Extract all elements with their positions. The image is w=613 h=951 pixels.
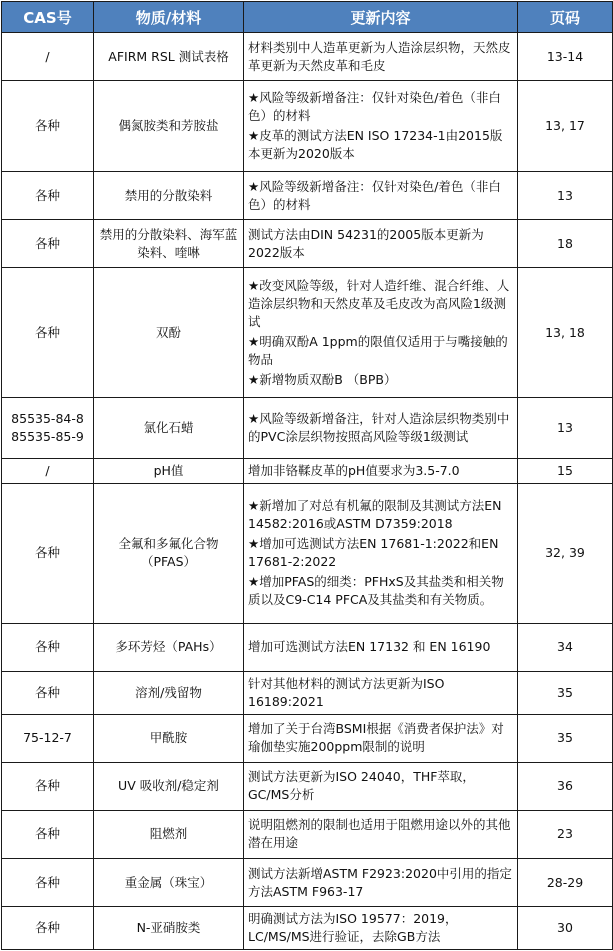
update-item: ★新增物质双酚B （BPB）: [248, 371, 397, 387]
cas-number: 各种: [34, 118, 60, 134]
cas-cell: [2, 483, 94, 623]
cas-cell: [2, 858, 94, 906]
header-updates: 更新内容: [244, 2, 518, 33]
table-row: [2, 483, 613, 623]
table-row: [2, 458, 613, 483]
pages-cell: 13, 17: [518, 81, 613, 172]
substance-cell: 甲酰胺: [94, 714, 244, 762]
table-body: [2, 33, 613, 950]
updates-cell: [244, 623, 518, 671]
substance-cell: 重金属（珠宝）: [94, 858, 244, 906]
cas-cell: [2, 81, 94, 172]
update-item: 说明阻燃剂的限制也适用于阻燃用途以外的其他潜在用途: [248, 817, 511, 851]
updates-cell: [244, 671, 518, 714]
cas-cell: [2, 458, 94, 483]
substance-cell: 全氟和多氟化合物（PFAS）: [94, 483, 244, 623]
pages-cell: 13, 18: [518, 268, 613, 398]
cas-cell: [2, 907, 94, 950]
updates-cell: [244, 714, 518, 762]
update-table: [1, 1, 613, 950]
update-item: 增加了关于台湾BSMI根据《消费者保护法》对瑜伽垫实施200ppm限制的说明: [248, 721, 504, 755]
update-item: ★风险等级新增备注：仅针对染色/着色（非白色）的材料: [248, 178, 501, 212]
pages-cell: 28-29: [518, 858, 613, 906]
update-item: ★风险等级新增备注：仅针对染色/着色（非白色）的材料: [248, 90, 501, 124]
updates-cell: [244, 33, 518, 81]
update-item: 测试方法由DIN 54231的2005版本更新为2022版本: [248, 226, 484, 260]
cas-number: 各种: [34, 235, 60, 251]
update-item: ★风险等级新增备注，针对人造涂层织物类别中的PVC涂层织物按照高风险等级1级测试: [248, 410, 510, 444]
header-row: [2, 2, 613, 33]
cas-number: 各种: [34, 324, 60, 340]
cas-number: 75-12-7: [23, 730, 72, 746]
pages-cell: 30: [518, 907, 613, 950]
substance-cell: 多环芳烃（PAHs）: [94, 623, 244, 671]
substance-cell: 氯化石蜡: [94, 397, 244, 458]
substance-cell: 双酚: [94, 268, 244, 398]
header-substance: 物质/材料: [94, 2, 244, 33]
pages-cell: 13: [518, 397, 613, 458]
update-item: 测试方法新增ASTM F2923:2020中引用的指定方法ASTM F963-17: [248, 865, 512, 899]
cas-cell: [2, 762, 94, 810]
substance-cell: 禁用的分散染料: [94, 172, 244, 220]
pages-cell: 15: [518, 458, 613, 483]
pages-cell: 35: [518, 714, 613, 762]
update-item: ★明确双酚A 1ppm的限值仅适用于与嘴接触的物品: [248, 333, 508, 367]
updates-cell: [244, 762, 518, 810]
updates-cell: [244, 397, 518, 458]
pages-cell: 13: [518, 172, 613, 220]
cas-number: 各种: [34, 920, 60, 936]
cas-number: /: [45, 48, 50, 64]
update-item: 材料类别中人造革更新为人造涂层织物，天然皮革更新为天然皮革和毛皮: [248, 39, 511, 73]
table-row: [2, 810, 613, 858]
update-item: 增加可选测试方法EN 17132 和 EN 16190: [248, 639, 491, 655]
updates-cell: [244, 483, 518, 623]
table-row: [2, 220, 613, 268]
table-row: [2, 858, 613, 906]
cas-number: 各种: [34, 826, 60, 842]
cas-number: 85535-85-9: [11, 428, 84, 444]
substance-cell: 偶氮胺类和芳胺盐: [94, 81, 244, 172]
substance-cell: AFIRM RSL 测试表格: [94, 33, 244, 81]
table-row: [2, 172, 613, 220]
updates-cell: [244, 220, 518, 268]
table-row: [2, 33, 613, 81]
substance-cell: UV 吸收剂/稳定剂: [94, 762, 244, 810]
table-row: [2, 762, 613, 810]
cas-number: 各种: [34, 874, 60, 890]
cas-number: 各种: [34, 545, 60, 561]
substance-cell: N-亚硝胺类: [94, 907, 244, 950]
cas-cell: [2, 714, 94, 762]
updates-cell: [244, 858, 518, 906]
header-cas: CAS号: [2, 2, 94, 33]
cas-cell: [2, 220, 94, 268]
cas-number: /: [45, 462, 50, 478]
update-item: ★皮革的测试方法EN ISO 17234-1由2015版本更新为2020版本: [248, 128, 503, 162]
updates-cell: [244, 458, 518, 483]
update-item: 针对其他材料的测试方法更新为ISO 16189:2021: [248, 675, 445, 709]
cas-cell: [2, 810, 94, 858]
pages-cell: 32, 39: [518, 483, 613, 623]
cas-cell: [2, 172, 94, 220]
update-item: ★改变风险等级，针对人造纤维、混合纤维、人造涂层织物和天然皮革及毛皮改为高风险1级测试: [248, 277, 510, 329]
pages-cell: 13-14: [518, 33, 613, 81]
cas-cell: [2, 671, 94, 714]
substance-cell: 禁用的分散染料、海军蓝染料、喹啉: [94, 220, 244, 268]
substance-cell: 溶剂/残留物: [94, 671, 244, 714]
substance-cell: pH值: [94, 458, 244, 483]
substance-cell: 阻燃剂: [94, 810, 244, 858]
header-pages: 页码: [518, 2, 613, 33]
updates-cell: [244, 810, 518, 858]
updates-cell: [244, 268, 518, 398]
pages-cell: 18: [518, 220, 613, 268]
table-row: [2, 714, 613, 762]
table-row: [2, 671, 613, 714]
pages-cell: 35: [518, 671, 613, 714]
cas-number: 各种: [34, 187, 60, 203]
cas-number: 85535-84-8: [11, 410, 84, 426]
update-item: ★增加PFAS的细类：PFHxS及其盐类和相关物质以及C9-C14 PFCA及其盐类和有关物质。: [248, 574, 504, 608]
cas-number: 各种: [34, 684, 60, 700]
updates-cell: [244, 81, 518, 172]
update-item: ★增加可选测试方法EN 17681-1:2022和EN 17681-2:2022: [248, 536, 499, 570]
updates-cell: [244, 907, 518, 950]
update-item: ★新增加了对总有机氟的限制及其测试方法EN 14582:2016或ASTM D7359:2018: [248, 498, 502, 532]
table-row: [2, 397, 613, 458]
update-item: 明确测试方法为ISO 19577：2019，LC/MS/MS进行验证，去除GB方法: [248, 911, 458, 945]
pages-cell: 34: [518, 623, 613, 671]
cas-number: 各种: [34, 778, 60, 794]
cas-cell: [2, 33, 94, 81]
update-item: 测试方法更新为ISO 24040，THF萃取，GC/MS分析: [248, 769, 475, 803]
update-item: 增加非铬鞣皮革的pH值要求为3.5-7.0: [248, 462, 460, 478]
updates-cell: [244, 172, 518, 220]
table-row: [2, 268, 613, 398]
cas-number: 各种: [34, 639, 60, 655]
table-row: [2, 81, 613, 172]
table-row: [2, 907, 613, 950]
cas-cell: [2, 268, 94, 398]
cas-cell: [2, 623, 94, 671]
pages-cell: 36: [518, 762, 613, 810]
pages-cell: 23: [518, 810, 613, 858]
cas-cell: [2, 397, 94, 458]
table-row: [2, 623, 613, 671]
